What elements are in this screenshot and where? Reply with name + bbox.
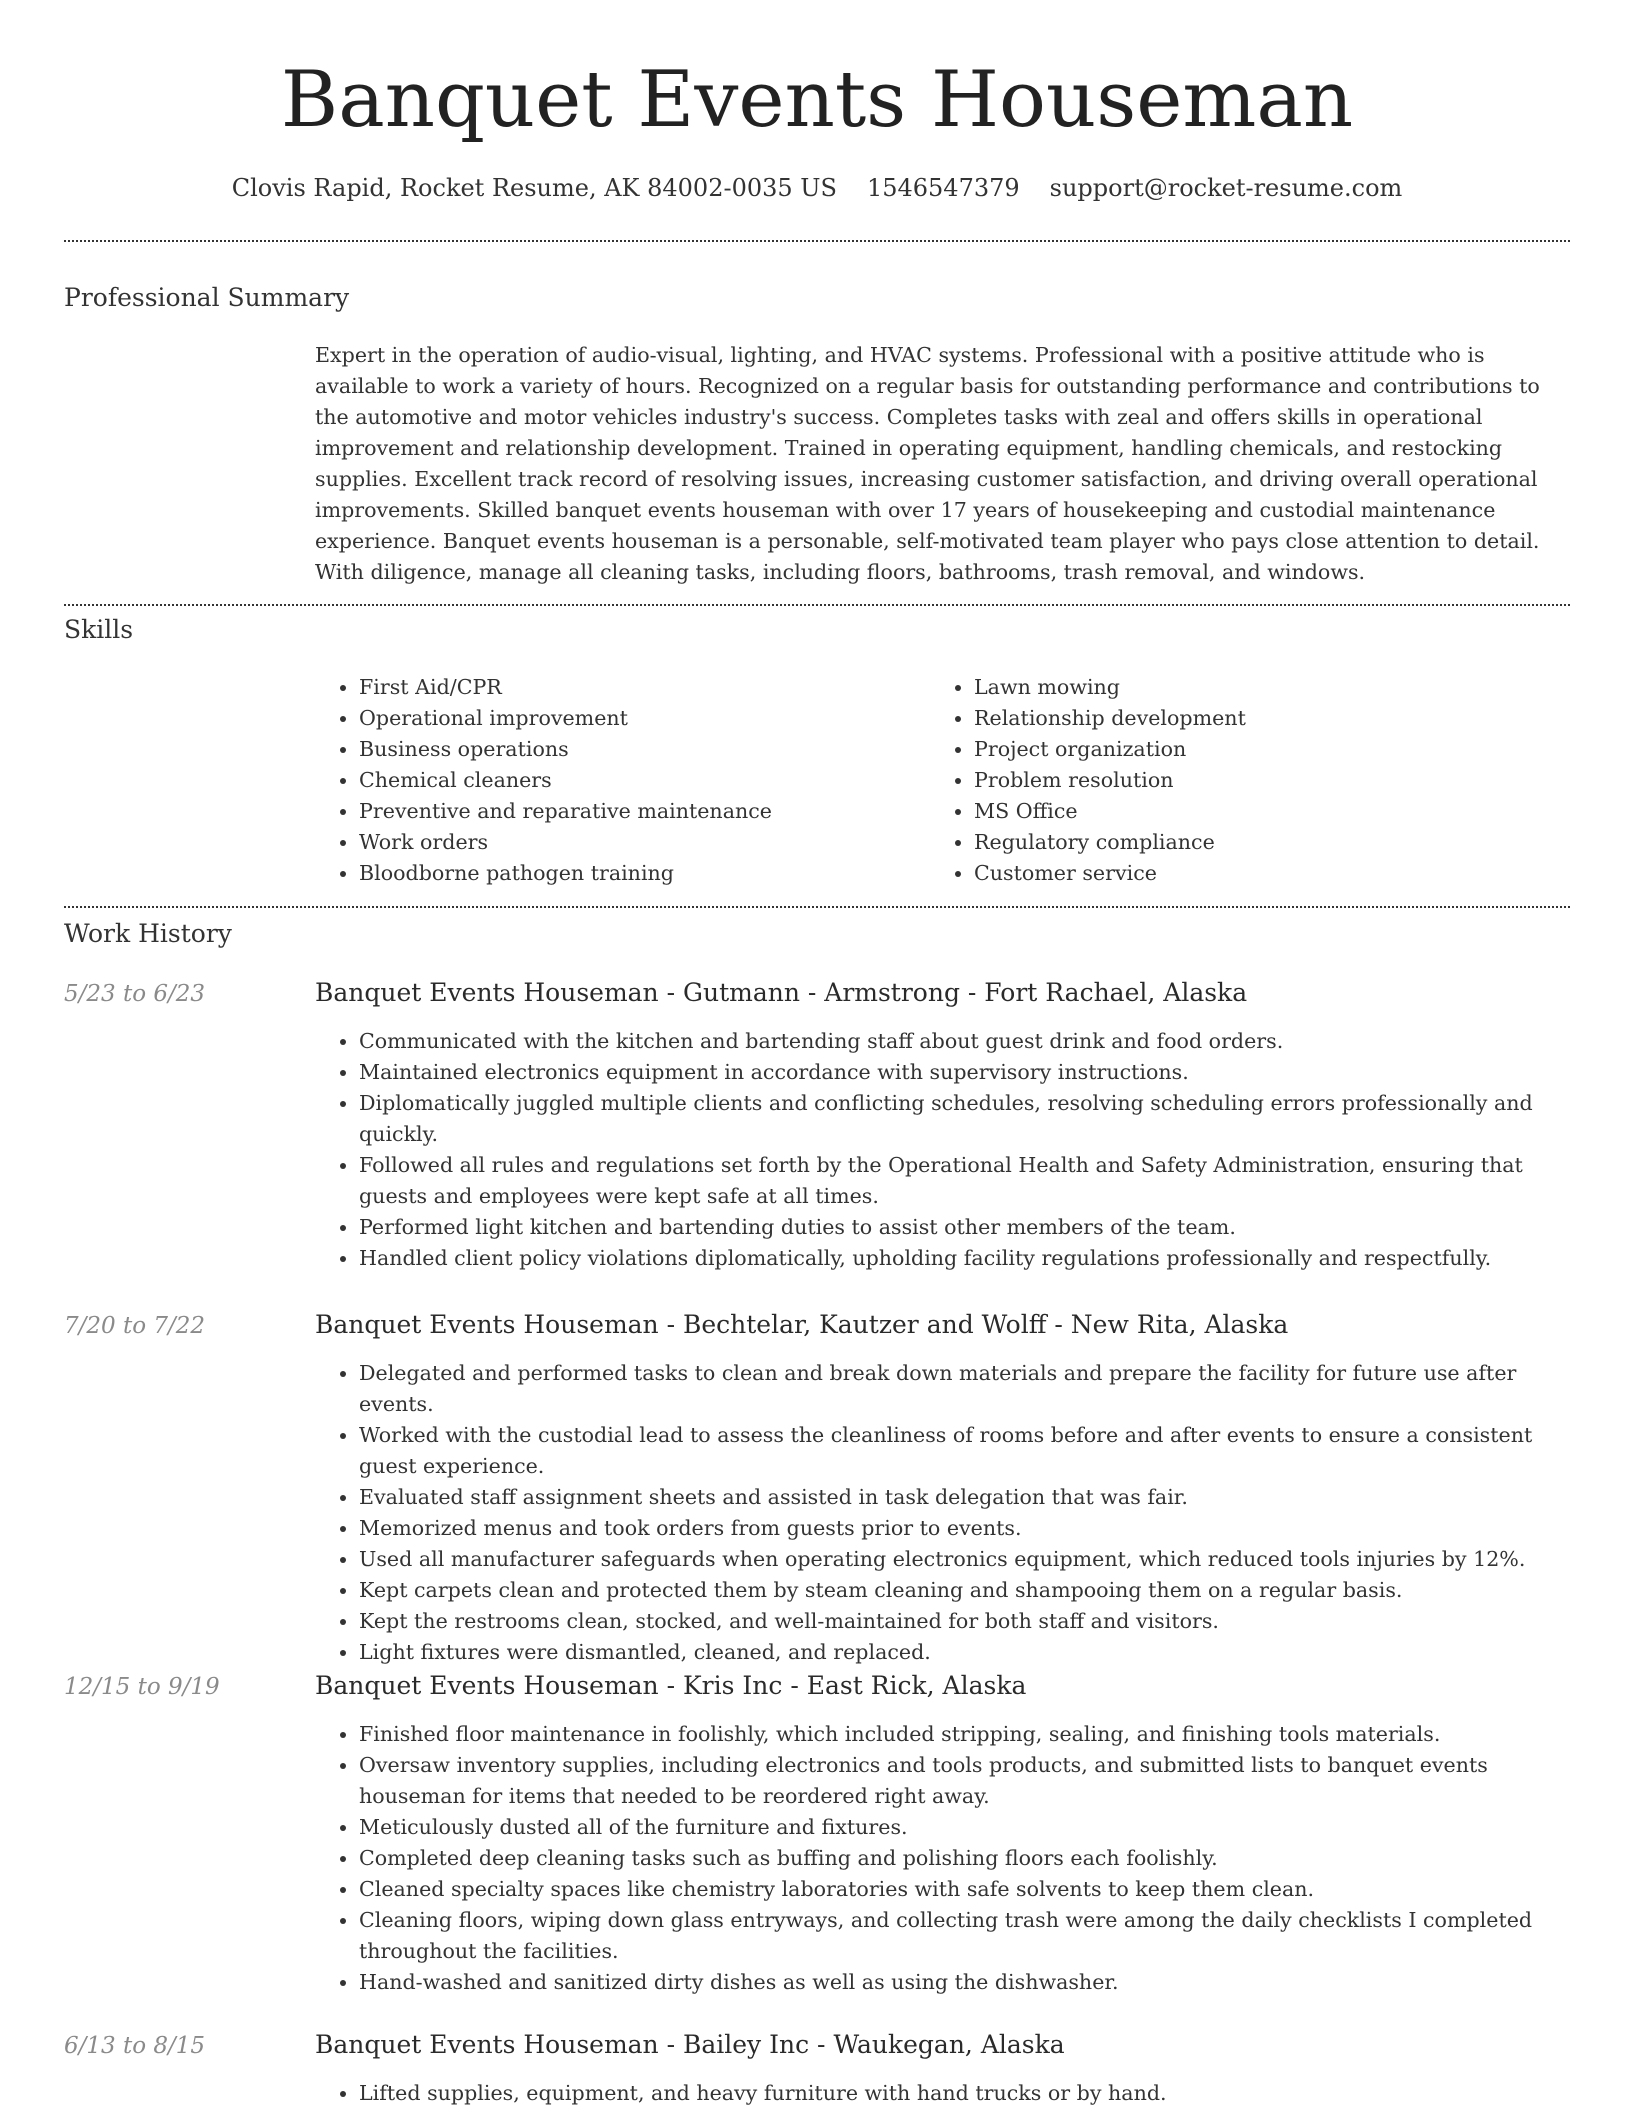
skill-item: • Customer service: [974, 858, 1570, 889]
section-title-summary: Professional Summary: [64, 283, 350, 312]
job-bullet: • Kept carpets clean and protected them by steam cleaning and shampooing them on a regular basis.: [359, 1575, 1571, 1606]
divider: [64, 604, 1570, 606]
skill-item: • Problem resolution: [974, 765, 1570, 796]
job-bullet: • Completed deep cleaning tasks such as buffing and polishing floors each foolishly.: [359, 1843, 1571, 1874]
skill-item: • Business operations: [359, 734, 915, 765]
job-dates: 6/13 to 8/15: [64, 2033, 206, 2059]
job-dates: 12/15 to 9/19: [64, 1674, 220, 1700]
skill-item: • Lawn mowing: [974, 672, 1570, 703]
job-dates: 7/20 to 7/22: [64, 1313, 206, 1339]
job-bullet: • Used all manufacturer safeguards when operating electronics equipment, which reduced tools injuries by 12%.: [359, 1544, 1571, 1575]
contact-address: Clovis Rapid, Rocket Resume, AK 84002-0035 US: [231, 174, 837, 202]
skill-item: • Project organization: [974, 734, 1570, 765]
skill-item: • Operational improvement: [359, 703, 915, 734]
job-title: Banquet Events Houseman - Kris Inc - East Rick, Alaska: [315, 1671, 1027, 1700]
job-bullet: • Meticulously dusted all of the furniture and fixtures.: [359, 1812, 1571, 1843]
job-bullet: • Light fixtures were dismantled, cleaned, and replaced.: [359, 1637, 1571, 1668]
skill-item: • Chemical cleaners: [359, 765, 915, 796]
contact-email: support@rocket-resume.com: [1049, 174, 1403, 202]
job-title: Banquet Events Houseman - Bechtelar, Kautzer and Wolff - New Rita, Alaska: [315, 1310, 1289, 1339]
job-bullet: • Kept the restrooms clean, stocked, and well-maintained for both staff and visitors.: [359, 1606, 1571, 1637]
divider: [64, 240, 1570, 242]
job-dates: 5/23 to 6/23: [64, 981, 206, 1007]
resume-name: Banquet Events Houseman: [280, 55, 1354, 145]
job-bullet: • Lifted supplies, equipment, and heavy furniture with hand trucks or by hand.: [359, 2078, 1571, 2109]
skills-column-right: [930, 672, 1570, 889]
job-bullet: • Cleaning floors, wiping down glass entryways, and collecting trash were among the daily checklists I completed throughout the facilities.: [359, 1905, 1571, 1967]
section-title-work: Work History: [64, 919, 232, 948]
skill-item: • Relationship development: [974, 703, 1570, 734]
job-bullets: [315, 1026, 1571, 1274]
job-bullet: • Diplomatically juggled multiple clients and conflicting schedules, resolving scheduling errors professionally and quickly.: [359, 1088, 1571, 1150]
job-bullet: • Worked with the custodial lead to assess the cleanliness of rooms before and after events to ensure a consistent guest experience.: [359, 1420, 1571, 1482]
job-bullets: [315, 1358, 1571, 1668]
contact-phone: 1546547379: [866, 174, 1020, 202]
job-bullet: • Evaluated staff assignment sheets and assisted in task delegation that was fair.: [359, 1482, 1571, 1513]
skill-item: • Work orders: [359, 827, 915, 858]
job-bullet: • Oversaw inventory supplies, including electronics and tools products, and submitted lists to banquet events houseman for items that needed to be reordered right away.: [359, 1750, 1571, 1812]
skill-item: • Bloodborne pathogen training: [359, 858, 915, 889]
job-bullet: • Handled client policy violations diplomatically, upholding facility regulations professionally and respectfully.: [359, 1243, 1571, 1274]
skill-item: • MS Office: [974, 796, 1570, 827]
job-bullet: • Communicated with the kitchen and bartending staff about guest drink and food orders.: [359, 1026, 1571, 1057]
skill-item: • First Aid/CPR: [359, 672, 915, 703]
job-bullet: • Followed all rules and regulations set forth by the Operational Health and Safety Administration, ensuring that guests and employees were kept safe at all times.: [359, 1150, 1571, 1212]
summary-text: Expert in the operation of audio-visual, lighting, and HVAC systems. Professional with a positive attitude who is available to work a variety of hours. Recognized on a regular basis for outstanding performance and contributions to the automotive and motor vehicles industry's success. Completes tasks with zeal and offers skills in operational improvement and relationship development. Trained in operating equipment, handling chemicals, and restocking supplies. Excellent track record of resolving issues, increasing customer satisfaction, and driving overall operational improvements. Skilled banquet events houseman with over 17 years of housekeeping and custodial maintenance experience. Banquet events houseman is a personable, self-motivated team player who pays close attention to detail. With diligence, manage all cleaning tasks, including floors, bathrooms, trash removal, and windows.: [315, 343, 1540, 584]
job-bullet: • Performed light kitchen and bartending duties to assist other members of the team.: [359, 1212, 1571, 1243]
job-bullet: • Hand-washed and sanitized dirty dishes as well as using the dishwasher.: [359, 1967, 1571, 1998]
job-bullets: [315, 1719, 1571, 1998]
job-bullet: • Cleaned specialty spaces like chemistry laboratories with safe solvents to keep them clean.: [359, 1874, 1571, 1905]
contact-line: [64, 170, 1570, 206]
job-bullet: • Memorized menus and took orders from guests prior to events.: [359, 1513, 1571, 1544]
skill-item: • Preventive and reparative maintenance: [359, 796, 915, 827]
job-bullet: • Maintained electronics equipment in accordance with supervisory instructions.: [359, 1057, 1571, 1088]
job-bullets: [315, 2078, 1571, 2109]
divider: [64, 906, 1570, 908]
skill-item: • Regulatory compliance: [974, 827, 1570, 858]
job-bullet: • Delegated and performed tasks to clean and break down materials and prepare the facility for future use after events.: [359, 1358, 1571, 1420]
section-title-skills: Skills: [64, 615, 134, 644]
job-bullet: • Finished floor maintenance in foolishly, which included stripping, sealing, and finishing tools materials.: [359, 1719, 1571, 1750]
skills-column-left: [315, 672, 915, 889]
job-title: Banquet Events Houseman - Bailey Inc - Waukegan, Alaska: [315, 2030, 1065, 2059]
job-title: Banquet Events Houseman - Gutmann - Armstrong - Fort Rachael, Alaska: [315, 978, 1248, 1007]
